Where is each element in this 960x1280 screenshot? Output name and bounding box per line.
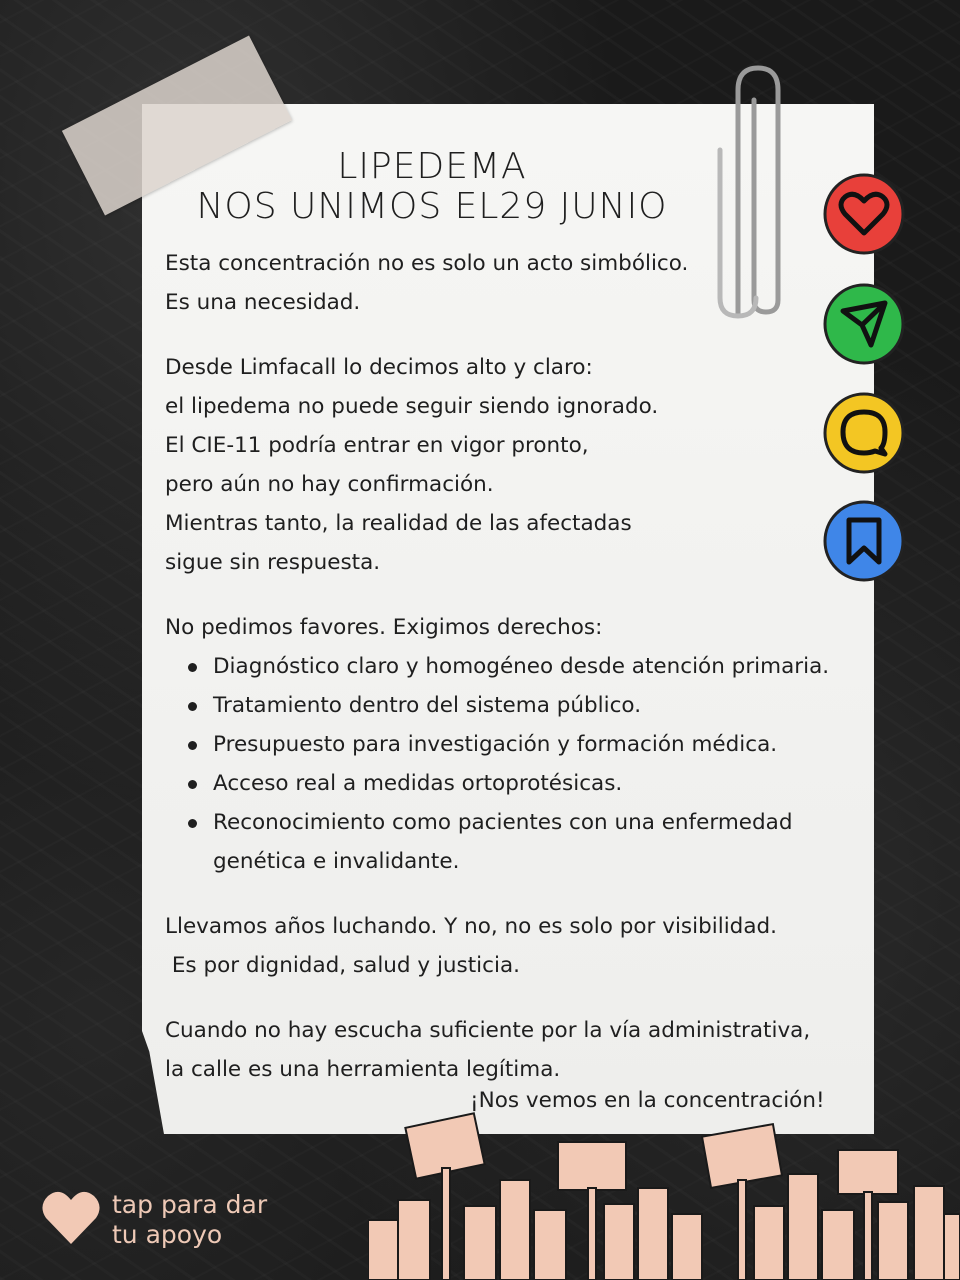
- page-subtitle: NOS UNIMOS EL29 JUNIO: [196, 186, 668, 227]
- text-line: el lipedema no puede seguir siendo ignorado.: [165, 394, 659, 419]
- save-button[interactable]: [823, 500, 905, 582]
- comment-button[interactable]: [823, 392, 905, 474]
- send-icon: [823, 283, 905, 365]
- list-item: Diagnóstico claro y homogéneo desde atención primaria.: [213, 647, 865, 686]
- text-line: Es una necesidad.: [165, 290, 361, 315]
- bookmark-icon: [823, 500, 905, 582]
- page-title: LIPEDEMA: [337, 146, 527, 187]
- list-item: Presupuesto para investigación y formación médica.: [213, 725, 865, 764]
- tap-heart-icon[interactable]: [40, 1188, 102, 1246]
- text-line: sigue sin respuesta.: [165, 550, 381, 575]
- tap-line-2: tu apoyo: [112, 1220, 223, 1249]
- text-line: Llevamos años luchando. Y no, no es solo por visibilidad.: [165, 914, 777, 939]
- chat-icon: [823, 392, 905, 474]
- message-body: [165, 244, 865, 1089]
- demands-list: [165, 647, 865, 881]
- text-line: pero aún no hay confirmación.: [165, 472, 494, 497]
- list-item: Tratamiento dentro del sistema público.: [213, 686, 865, 725]
- text-line: El CIE-11 podría entrar en vigor pronto,: [165, 433, 589, 458]
- text-line: Desde Limfacall lo decimos alto y claro:: [165, 355, 593, 380]
- tap-line-1: tap para dar: [112, 1190, 268, 1219]
- text-line: Cuando no hay escucha suficiente por la vía administrativa,: [165, 1018, 811, 1043]
- closing-line: ¡Nos vemos en la concentración!: [470, 1088, 825, 1113]
- text-line: Esta concentración no es solo un acto simbólico.: [165, 251, 689, 276]
- like-button[interactable]: [823, 173, 905, 255]
- heart-icon: [823, 173, 905, 255]
- text-line: Mientras tanto, la realidad de las afectadas: [165, 511, 632, 536]
- text-line: Es por dignidad, salud y justicia.: [165, 953, 520, 978]
- text-line: la calle es una herramienta legítima.: [165, 1057, 561, 1082]
- list-item: Acceso real a medidas ortoprotésicas.: [213, 764, 865, 803]
- text-line: No pedimos favores. Exigimos derechos:: [165, 615, 603, 640]
- share-button[interactable]: [823, 283, 905, 365]
- tap-support-text[interactable]: [112, 1190, 267, 1250]
- list-item: Reconocimiento como pacientes con una enfermedad genética e invalidante.: [213, 803, 865, 881]
- protest-crowd-illustration: [368, 1110, 960, 1280]
